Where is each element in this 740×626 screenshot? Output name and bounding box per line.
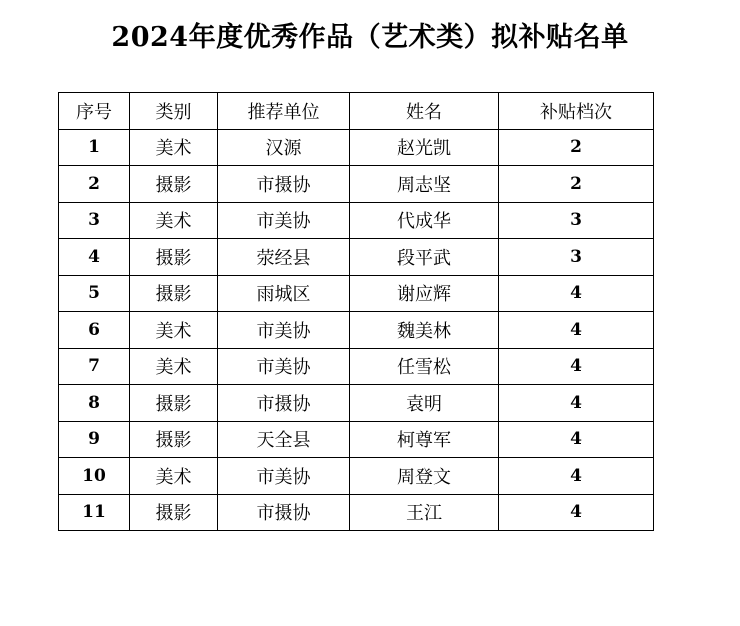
cell-unit: 市摄协 [218, 166, 350, 203]
header-name: 姓名 [350, 93, 499, 130]
cell-tier: 4 [499, 275, 654, 312]
cell-category: 摄影 [130, 494, 218, 531]
cell-tier: 2 [499, 166, 654, 203]
table-row [59, 348, 654, 385]
cell-seq: 1 [59, 129, 130, 166]
subsidy-list-table [58, 92, 654, 531]
cell-name: 周登文 [350, 458, 499, 495]
header-seq: 序号 [59, 93, 130, 130]
cell-category: 美术 [130, 458, 218, 495]
cell-name: 魏美林 [350, 312, 499, 349]
cell-unit: 汉源 [218, 129, 350, 166]
cell-unit: 市摄协 [218, 494, 350, 531]
cell-name: 柯尊军 [350, 421, 499, 458]
cell-name: 代成华 [350, 202, 499, 239]
cell-name: 段平武 [350, 239, 499, 276]
table-row [59, 239, 654, 276]
cell-name: 袁明 [350, 385, 499, 422]
cell-tier: 4 [499, 312, 654, 349]
header-category: 类别 [130, 93, 218, 130]
table-row [59, 129, 654, 166]
cell-category: 美术 [130, 202, 218, 239]
document-title: 2024年度优秀作品（艺术类）拟补贴名单 [111, 22, 629, 53]
cell-seq: 2 [59, 166, 130, 203]
cell-tier: 3 [499, 202, 654, 239]
header-tier: 补贴档次 [499, 93, 654, 130]
cell-tier: 4 [499, 348, 654, 385]
cell-category: 摄影 [130, 239, 218, 276]
cell-seq: 6 [59, 312, 130, 349]
cell-unit: 天全县 [218, 421, 350, 458]
cell-unit: 市美协 [218, 458, 350, 495]
cell-seq: 5 [59, 275, 130, 312]
cell-tier: 4 [499, 494, 654, 531]
cell-seq: 9 [59, 421, 130, 458]
cell-seq: 10 [59, 458, 130, 495]
table-row [59, 458, 654, 495]
cell-tier: 4 [499, 458, 654, 495]
table-row [59, 166, 654, 203]
cell-tier: 3 [499, 239, 654, 276]
cell-category: 摄影 [130, 421, 218, 458]
cell-category: 摄影 [130, 275, 218, 312]
cell-category: 摄影 [130, 166, 218, 203]
table-row [59, 202, 654, 239]
cell-name: 周志坚 [350, 166, 499, 203]
cell-unit: 市摄协 [218, 385, 350, 422]
cell-category: 美术 [130, 129, 218, 166]
cell-seq: 3 [59, 202, 130, 239]
table-row [59, 494, 654, 531]
cell-name: 赵光凯 [350, 129, 499, 166]
cell-seq: 11 [59, 494, 130, 531]
header-unit: 推荐单位 [218, 93, 350, 130]
cell-unit: 荥经县 [218, 239, 350, 276]
cell-unit: 雨城区 [218, 275, 350, 312]
cell-name: 谢应辉 [350, 275, 499, 312]
table-header-row [59, 93, 654, 130]
cell-category: 摄影 [130, 385, 218, 422]
cell-tier: 4 [499, 385, 654, 422]
cell-tier: 2 [499, 129, 654, 166]
table-row [59, 312, 654, 349]
cell-tier: 4 [499, 421, 654, 458]
table-row [59, 421, 654, 458]
cell-unit: 市美协 [218, 348, 350, 385]
cell-name: 任雪松 [350, 348, 499, 385]
cell-name: 王江 [350, 494, 499, 531]
table-row [59, 385, 654, 422]
cell-unit: 市美协 [218, 312, 350, 349]
cell-category: 美术 [130, 312, 218, 349]
cell-unit: 市美协 [218, 202, 350, 239]
cell-seq: 8 [59, 385, 130, 422]
table-row [59, 275, 654, 312]
cell-category: 美术 [130, 348, 218, 385]
cell-seq: 7 [59, 348, 130, 385]
cell-seq: 4 [59, 239, 130, 276]
